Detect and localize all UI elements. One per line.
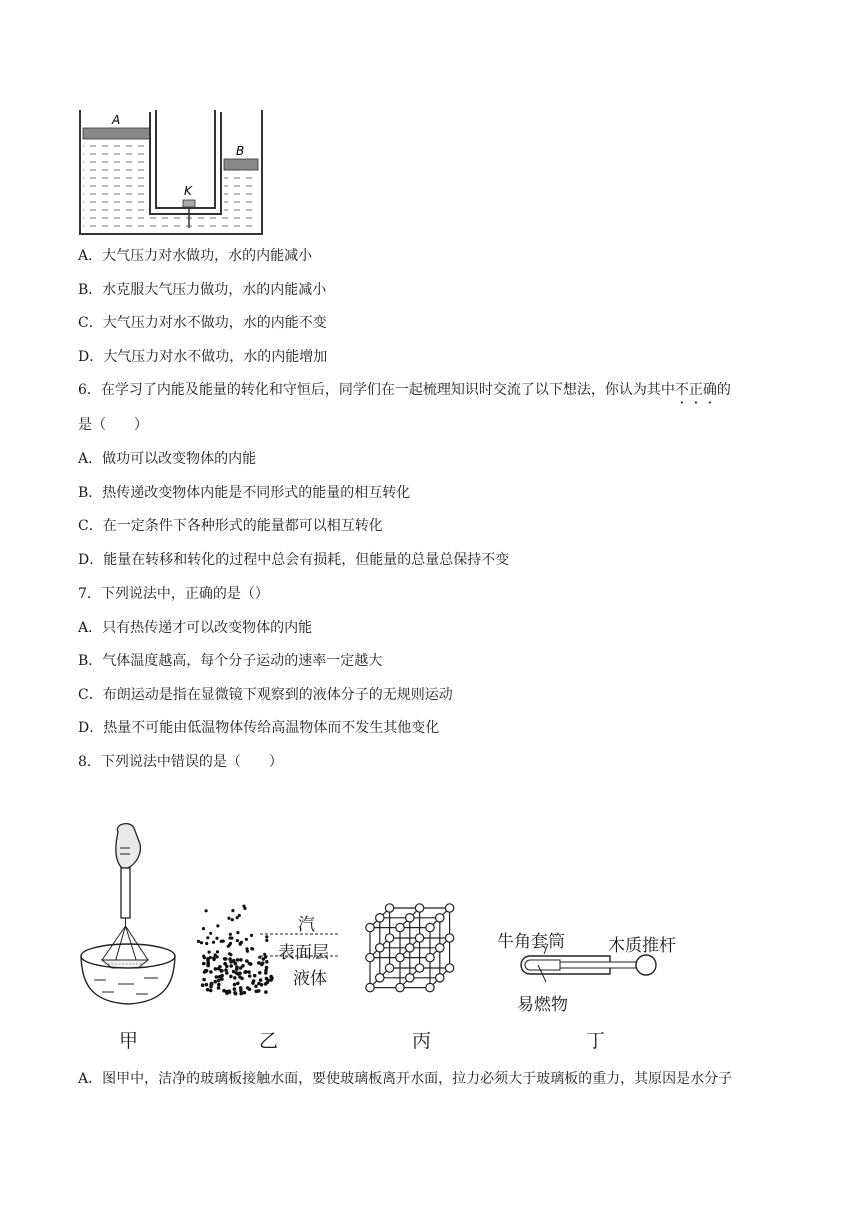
molecule-dot bbox=[246, 950, 249, 953]
lattice-atom bbox=[366, 953, 374, 961]
lattice-atom bbox=[445, 934, 453, 942]
lattice-atom bbox=[415, 934, 423, 942]
molecule-dot bbox=[255, 990, 259, 994]
lattice-atom bbox=[366, 923, 374, 931]
molecule-dot bbox=[229, 964, 233, 968]
lattice-atom bbox=[385, 904, 393, 912]
caption-ding: 丁 bbox=[586, 1030, 606, 1052]
lattice-atom bbox=[366, 983, 374, 991]
molecule-dot bbox=[204, 969, 208, 973]
molecule-dot bbox=[234, 992, 238, 996]
q6-emph-3: 确 bbox=[702, 382, 717, 398]
molecule-dot bbox=[262, 957, 266, 961]
molecule-dot bbox=[241, 964, 245, 968]
label-rod: 木质推杆 bbox=[608, 936, 676, 956]
label-fuel: 易燃物 bbox=[517, 995, 568, 1015]
molecule-dot bbox=[260, 983, 264, 987]
molecule-dot bbox=[234, 962, 238, 966]
molecule-dot bbox=[222, 989, 226, 993]
molecule-dot bbox=[224, 968, 228, 972]
lattice-atom bbox=[426, 983, 434, 991]
molecule-dot bbox=[217, 983, 221, 987]
molecule-dot bbox=[215, 937, 218, 940]
molecule-dot bbox=[220, 940, 223, 943]
molecule-dot bbox=[250, 934, 253, 937]
molecule-dot bbox=[233, 983, 237, 987]
molecule-dot bbox=[264, 969, 268, 973]
molecule-dot bbox=[246, 986, 250, 990]
lattice-atom bbox=[436, 944, 444, 952]
molecule-dot bbox=[217, 986, 221, 990]
molecule-dot bbox=[203, 956, 206, 959]
molecule-dot bbox=[214, 967, 218, 971]
molecule-dot bbox=[236, 916, 239, 919]
molecule-dot bbox=[212, 956, 216, 960]
lattice-atom bbox=[396, 983, 404, 991]
molecule-dot bbox=[236, 931, 239, 934]
lattice-atom bbox=[436, 974, 444, 982]
q7-option-c: C．布朗运动是指在显微镜下观察到的液体分子的无规则运动 bbox=[78, 687, 453, 703]
molecule-dot bbox=[216, 950, 219, 953]
q7-stem: 7．下列说法中，正确的是（） bbox=[78, 586, 269, 602]
q5-option-c: C．大气压力对水不做功，水的内能不变 bbox=[78, 315, 327, 331]
molecule-dot bbox=[227, 917, 230, 920]
lattice-atom bbox=[385, 934, 393, 942]
molecule-dot bbox=[258, 956, 261, 959]
molecule-dot bbox=[235, 967, 239, 971]
molecule-dot bbox=[205, 942, 208, 945]
molecule-dot bbox=[247, 970, 251, 974]
lattice-atom bbox=[406, 914, 414, 922]
molecule-dots bbox=[197, 905, 274, 996]
molecule-dot bbox=[233, 987, 237, 991]
molecule-dot bbox=[207, 961, 211, 965]
lattice-atom bbox=[426, 953, 434, 961]
label-sleeve: 牛角套筒 bbox=[497, 932, 565, 952]
molecule-dot bbox=[239, 992, 243, 996]
caption-bing: 丙 bbox=[412, 1030, 432, 1052]
molecule-dot bbox=[209, 970, 213, 974]
molecule-dot bbox=[210, 982, 214, 986]
q6-emph-2: 正 bbox=[688, 382, 703, 398]
q6-emph-1: 不 bbox=[674, 382, 689, 398]
lattice-atom bbox=[415, 904, 423, 912]
molecule-dot bbox=[239, 958, 243, 962]
molecule-dot bbox=[252, 979, 256, 983]
molecule-dot bbox=[229, 975, 233, 979]
lattice-atom bbox=[406, 944, 414, 952]
fig-bing bbox=[364, 900, 470, 1006]
molecule-dot bbox=[206, 936, 209, 939]
molecule-dot bbox=[197, 940, 200, 943]
label-k: K bbox=[184, 184, 192, 198]
molecule-dot bbox=[208, 951, 211, 954]
molecule-dot bbox=[236, 972, 240, 976]
molecule-dot bbox=[250, 947, 253, 950]
molecule-dot bbox=[248, 974, 252, 978]
molecule-dot bbox=[239, 943, 242, 946]
molecule-dot bbox=[218, 965, 222, 969]
molecule-dot bbox=[229, 942, 232, 945]
valve-k bbox=[183, 200, 195, 207]
molecule-dot bbox=[209, 932, 212, 935]
lattice-atom bbox=[426, 923, 434, 931]
lattice-atom bbox=[436, 914, 444, 922]
q7-option-a: A．只有热传递才可以改变物体的内能 bbox=[78, 620, 313, 636]
molecule-dot bbox=[202, 962, 206, 966]
label-a: A bbox=[112, 113, 121, 127]
molecule-dot bbox=[206, 988, 210, 992]
molecule-dot bbox=[245, 938, 248, 941]
q6-stem-part2: 的 bbox=[716, 382, 731, 398]
q6-stem bbox=[78, 380, 731, 400]
molecule-dot bbox=[265, 939, 268, 942]
molecule-dot bbox=[232, 970, 236, 974]
molecule-dot bbox=[205, 909, 208, 912]
molecule-dot bbox=[233, 976, 237, 980]
molecule-dot bbox=[260, 963, 264, 967]
q6-option-b: B．热传递改变物体内能是不同形式的能量的相互转化 bbox=[78, 485, 411, 501]
molecule-dot bbox=[223, 962, 227, 966]
lattice-atom bbox=[385, 964, 393, 972]
molecule-dot bbox=[249, 962, 253, 966]
molecule-dot bbox=[229, 953, 232, 956]
molecule-dot bbox=[236, 958, 240, 962]
fig-jia bbox=[78, 822, 188, 1017]
q6-option-a: A．做功可以改变物体的内能 bbox=[78, 451, 257, 467]
lattice-atom bbox=[396, 953, 404, 961]
q7-option-b: B．气体温度越高，每个分子运动的速率一定越大 bbox=[78, 653, 383, 669]
molecule-dot bbox=[209, 989, 213, 993]
molecule-dot bbox=[218, 975, 222, 979]
label-b: B bbox=[236, 144, 245, 158]
molecule-dot bbox=[231, 909, 234, 912]
lattice-atom bbox=[406, 974, 414, 982]
molecule-dot bbox=[228, 957, 232, 961]
q6-stem-line2: 是（ ） bbox=[78, 417, 148, 433]
molecule-dot bbox=[264, 982, 268, 986]
molecule-dot bbox=[263, 953, 266, 956]
molecule-dot bbox=[236, 939, 239, 942]
q8-option-a: A．图甲中，洁净的玻璃板接触水面，要使玻璃板离开水面，拉力必须大于玻璃板的重力，其原因是水分子 bbox=[78, 1071, 733, 1087]
molecule-dot bbox=[229, 933, 232, 936]
piston-a bbox=[83, 128, 150, 139]
label-gas: 汽 bbox=[298, 915, 315, 935]
molecule-dot bbox=[213, 980, 217, 984]
molecule-dot bbox=[202, 927, 205, 930]
molecule-dot bbox=[220, 969, 224, 973]
q6-stem-part1: 6．在学习了内能及能量的转化和守恒后，同学们在一起梳理知识时交流了以下想法，你认为其中 bbox=[78, 382, 675, 398]
molecule-dot bbox=[269, 975, 273, 979]
molecule-dot bbox=[202, 978, 206, 982]
molecule-dot bbox=[269, 978, 273, 982]
molecule-dot bbox=[201, 983, 205, 987]
molecule-dot bbox=[264, 990, 268, 994]
lattice-atom bbox=[445, 964, 453, 972]
molecule-dot bbox=[254, 984, 258, 988]
lattice-atom bbox=[415, 964, 423, 972]
molecule-dot bbox=[236, 982, 240, 986]
q5-option-d: D．大气压力对水不做功，水的内能增加 bbox=[78, 349, 328, 365]
molecule-dot bbox=[243, 907, 246, 910]
lattice-atom bbox=[376, 914, 384, 922]
molecule-dot bbox=[231, 918, 234, 921]
q6-option-d: D．能量在转移和转化的过程中总会有损耗，但能量的总量总保持不变 bbox=[78, 552, 510, 568]
molecule-dot bbox=[230, 937, 233, 940]
q6-option-c: C．在一定条件下各种形式的能量都可以相互转化 bbox=[78, 518, 383, 534]
lattice-atom bbox=[376, 974, 384, 982]
molecule-dot bbox=[244, 970, 248, 974]
molecule-dot bbox=[217, 979, 221, 983]
label-surface-layer: 表面层 bbox=[278, 943, 329, 963]
molecule-dot bbox=[265, 960, 269, 964]
q8-stem: 8．下列说法中错误的是（ ） bbox=[78, 754, 283, 770]
q5-option-a: A．大气压力对水做功，水的内能减小 bbox=[78, 248, 313, 264]
caption-jia: 甲 bbox=[119, 1030, 139, 1052]
caption-yi: 乙 bbox=[259, 1030, 279, 1052]
lattice-atom bbox=[376, 944, 384, 952]
molecule-dot bbox=[215, 975, 219, 979]
molecule-dot bbox=[265, 935, 268, 938]
piston-b bbox=[224, 159, 258, 170]
molecule-dot bbox=[216, 955, 219, 958]
molecule-dot bbox=[212, 941, 215, 944]
molecule-dot bbox=[216, 924, 219, 927]
lattice-atom bbox=[396, 923, 404, 931]
molecule-dot bbox=[253, 974, 257, 978]
molecule-dot bbox=[200, 941, 203, 944]
lattice-atom bbox=[445, 904, 453, 912]
molecule-dot bbox=[243, 991, 247, 995]
q7-option-d: D．热量不可能由低温物体传给高温物体而不发生其他变化 bbox=[78, 720, 440, 736]
molecule-dot bbox=[238, 975, 242, 979]
molecule-dot bbox=[205, 983, 209, 987]
q5-option-b: B．水克服大气压力做功，水的内能减小 bbox=[78, 282, 327, 298]
label-liquid: 液体 bbox=[293, 969, 327, 989]
molecule-dot bbox=[259, 978, 263, 982]
molecule-dot bbox=[225, 991, 229, 995]
u-tube-figure bbox=[76, 110, 266, 235]
molecule-dot bbox=[224, 957, 228, 961]
molecule-dot bbox=[258, 971, 262, 975]
